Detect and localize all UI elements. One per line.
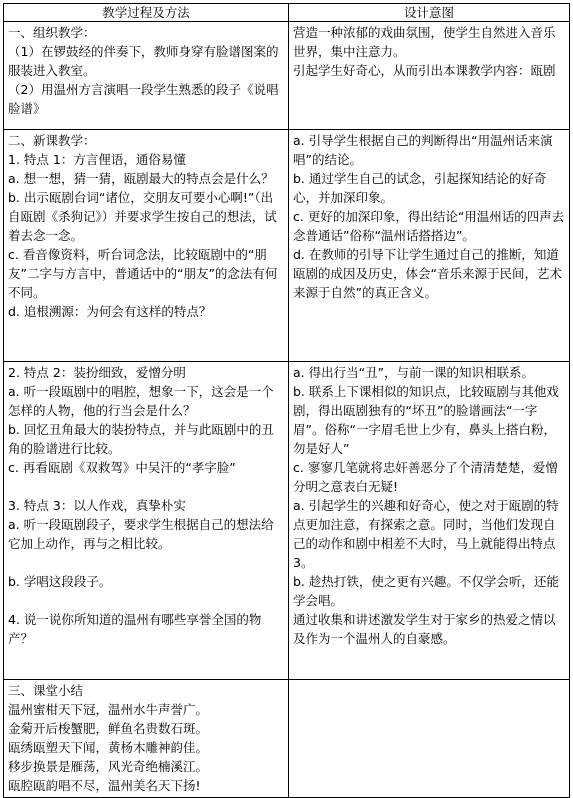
- header-intent: 设计意图: [289, 4, 570, 22]
- step-text: b. 出示瓯剧台词“诸位，交朋友可要小心啊!”（出自瓯剧《杀狗记》）并要求学生按自己的想法，试着去念一念。: [8, 190, 277, 243]
- intent-cell: [289, 22, 570, 130]
- intent-cell: [289, 130, 570, 362]
- step-text: 3. 特点 3：以人作戏，真挚朴实: [8, 498, 186, 513]
- intent-text: a. 引导学生根据自己的判断得出“用温州话来演唱”的结论。: [293, 133, 553, 167]
- step-text: b. 回忆丑角最大的装扮特点，并与此瓯剧中的丑角的脸谱进行比较。: [8, 422, 274, 456]
- step-text: a. 听一段瓯剧段子，要求学生根据自己的想法给它加上动作，再与之相比较。: [8, 517, 274, 551]
- table-row: [4, 680, 570, 798]
- step-text: d. 追根溯源：为何会有这样的特点？: [8, 304, 212, 319]
- spacer: [8, 553, 284, 572]
- table-row: [4, 130, 570, 362]
- step-text: （2）用温州方言演唱一段学生熟悉的段子《说唱脸谱》: [8, 82, 279, 116]
- intent-text: a. 引起学生的兴趣和好奇心，使之对于瓯剧的特点更加注意，有探索之意。同时，当他们发现自己的动作和剧中相差不大时，马上就能得出特点 3。: [293, 498, 559, 570]
- intent-text: d. 在教师的引导下让学生通过自己的推断，知道瓯剧的成因及历史，体会“音乐来源于民间，艺术来源于自然”的真正含义。: [293, 247, 562, 300]
- intent-text: 引起学生好奇心，从而引出本课教学内容：瓯剧: [293, 63, 556, 78]
- process-cell: [4, 130, 289, 362]
- section-heading: 一、组织教学：: [8, 25, 96, 40]
- header-row: [4, 4, 570, 22]
- step-text: b. 学唱这段段子。: [8, 574, 112, 589]
- spacer: [8, 477, 284, 496]
- step-text: c. 看音像资料，听台词念法，比较瓯剧中的“朋友”二字与方言中，普通话中的“朋友”的念法有何不同。: [8, 247, 278, 300]
- process-cell: [4, 362, 289, 680]
- poem-line: 金菊开后梭蟹肥，鲜鱼名贵数石斑。: [8, 721, 209, 736]
- intent-text: 通过收集和讲述激发学生对于家乡的热爱之情以及作为一个温州人的自豪感。: [293, 612, 556, 646]
- section-heading: 三、课堂小结: [8, 683, 84, 698]
- step-text: c. 再看瓯剧《双救驾》中吴汗的“孝字脸”: [8, 460, 236, 475]
- table-row: [4, 362, 570, 680]
- step-text: 4. 说一说你所知道的温州有哪些享誉全国的物产？: [8, 612, 262, 646]
- poem-line: 移步换景是雁荡，风光奇绝楠溪江。: [8, 759, 209, 774]
- step-text: a. 听一段瓯剧中的唱腔，想象一下，这会是一个怎样的人物，他的行当会是什么？: [8, 384, 274, 418]
- intent-cell: [289, 362, 570, 680]
- intent-cell-empty: [289, 680, 570, 798]
- step-text: （1）在锣鼓经的伴奏下，教师身穿有脸谱图案的服装进入教室。: [8, 44, 279, 78]
- intent-text: a. 得出行当“丑”，与前一课的知识相联系。: [293, 365, 535, 380]
- step-text: 2. 特点 2：装扮细致，爱憎分明: [8, 365, 186, 380]
- step-text: a. 想一想，猜一猜，瓯剧最大的特点会是什么？: [8, 171, 274, 186]
- intent-text: c. 寥寥几笔就将忠奸善恶分了个清清楚楚，爱憎分明之意表白无疑!: [293, 460, 558, 494]
- lesson-plan-table: [3, 3, 570, 798]
- process-cell: [4, 22, 289, 130]
- intent-text: 营造一种浓郁的戏曲氛围，使学生自然进入音乐世界，集中注意力。: [293, 25, 556, 59]
- intent-text: b. 通过学生自己的试念，引起探知结论的好奇心，并加深印象。: [293, 171, 547, 205]
- header-process: 教学过程及方法: [4, 4, 289, 22]
- section-heading: 二、新课教学：: [8, 133, 96, 148]
- poem-line: 瓯腔瓯韵唱不尽，温州美名天下扬!: [8, 778, 201, 793]
- poem-line: 瓯绣瓯塑天下闻，黄杨木雕神韵佳。: [8, 740, 209, 755]
- table-row: [4, 22, 570, 130]
- intent-text: b. 趁热打铁，使之更有兴趣。不仅学会听，还能学会唱。: [293, 574, 559, 608]
- poem-line: 温州蜜柑天下冠，温州水牛声誉广。: [8, 702, 209, 717]
- step-text: 1. 特点 1：方言俚语，通俗易懂: [8, 152, 186, 167]
- spacer: [8, 591, 284, 610]
- intent-text: c. 更好的加深印象，得出结论“用温州话的四声去念普通话”俗称“温州话搭搭边”。: [293, 209, 565, 243]
- process-cell: [4, 680, 289, 798]
- intent-text: b. 联系上下课相似的知识点，比较瓯剧与其他戏剧，得出瓯剧独有的“坏丑”的脸谱画法“一字眉”。俗称“一字眉毛世上少有，鼻头上搭白粉，勿是好人”: [293, 384, 559, 456]
